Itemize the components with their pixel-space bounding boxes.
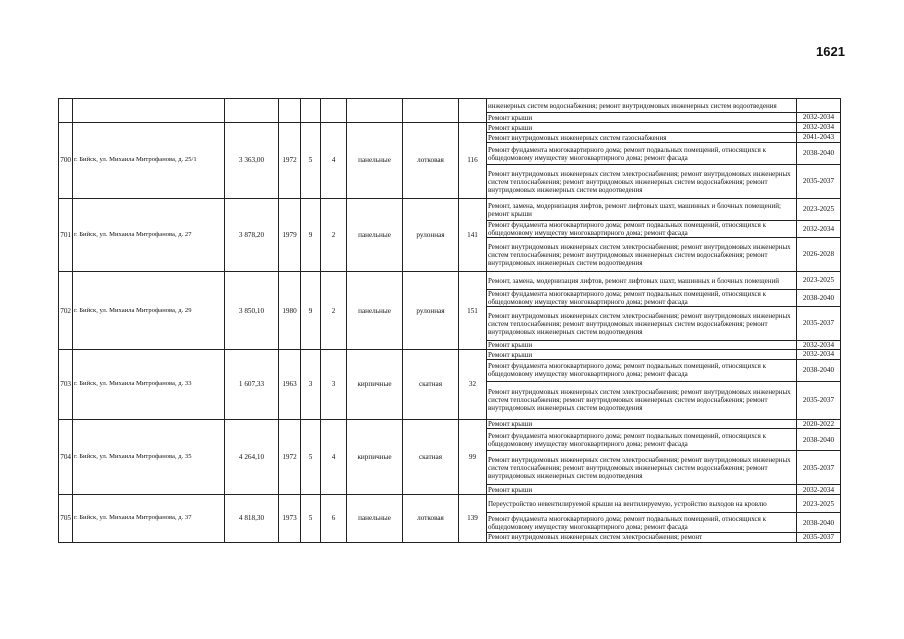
work-period: 2026-2028 <box>797 238 841 272</box>
work-period: 2038-2040 <box>797 429 841 451</box>
house-year: 1979 <box>279 199 301 272</box>
house-residents: 139 <box>459 495 487 542</box>
work-period: 2032-2034 <box>797 221 841 238</box>
house-entrances: 3 <box>321 350 347 419</box>
work-description: Переустройство невентилируемой крыши на вентилируемую, устройство выходов на кровлю <box>487 495 797 513</box>
work-description: Ремонт, замена, модернизация лифтов, ремонт лифтовых шахт, машинных и блочных помещений; ремонт крыши <box>487 199 797 221</box>
work-period: 2035-2037 <box>797 381 841 419</box>
house-number: 704 <box>59 419 73 494</box>
house-residents: 141 <box>459 199 487 272</box>
house-year <box>279 99 301 123</box>
work-period: 2032-2034 <box>797 123 841 133</box>
work-description: Ремонт, замена, модернизация лифтов, ремонт лифтовых шахт, машинных и блочных помещений <box>487 272 797 290</box>
house-year: 1972 <box>279 419 301 494</box>
house-roof: лотковая <box>403 123 459 199</box>
work-period: 2038-2040 <box>797 290 841 307</box>
house-number: 702 <box>59 272 73 350</box>
house-walls: панельные <box>347 272 403 350</box>
house-year: 1980 <box>279 272 301 350</box>
house-address: г. Бийск, ул. Михаила Митрофанова, д. 33 <box>73 350 225 419</box>
work-description: Ремонт фундамента многоквартирного дома; ремонт подвальных помещений, относящихся к общедомовому имуществу многоквартирного дома; ремонт фасада <box>487 221 797 238</box>
work-period: 2023-2025 <box>797 272 841 290</box>
house-walls: кирпичные <box>347 350 403 419</box>
work-period: 2020-2022 <box>797 419 841 428</box>
house-floors: 5 <box>301 123 321 199</box>
work-period: 2035-2037 <box>797 307 841 341</box>
house-year: 1972 <box>279 123 301 199</box>
house-number <box>59 99 73 123</box>
house-number: 701 <box>59 199 73 272</box>
house-floors: 9 <box>301 199 321 272</box>
house-area: 3 850,10 <box>225 272 279 350</box>
house-entrances <box>321 99 347 123</box>
table-row <box>59 199 841 221</box>
table-row <box>59 123 841 133</box>
work-period: 2035-2037 <box>797 533 841 542</box>
work-period: 2038-2040 <box>797 359 841 381</box>
work-description: Ремонт внутридомовых инженерных систем газоснабжения <box>487 133 797 143</box>
work-period: 2032-2034 <box>797 485 841 495</box>
house-area <box>225 99 279 123</box>
house-walls: панельные <box>347 199 403 272</box>
house-year: 1963 <box>279 350 301 419</box>
work-period <box>797 99 841 113</box>
work-period: 2035-2037 <box>797 451 841 485</box>
work-description: Ремонт крыши <box>487 419 797 428</box>
house-walls <box>347 99 403 123</box>
house-year: 1973 <box>279 495 301 542</box>
work-period: 2023-2025 <box>797 495 841 513</box>
house-number: 705 <box>59 495 73 542</box>
work-description: Ремонт фундамента многоквартирного дома; ремонт подвальных помещений, относящихся к общедомовому имуществу многоквартирного дома; ремонт фасада <box>487 143 797 165</box>
work-period: 2041-2043 <box>797 133 841 143</box>
house-area: 3 363,00 <box>225 123 279 199</box>
house-residents: 32 <box>459 350 487 419</box>
house-area: 1 607,33 <box>225 350 279 419</box>
capital-repair-table <box>58 98 841 543</box>
table-row <box>59 495 841 513</box>
house-entrances: 4 <box>321 419 347 494</box>
work-description: Ремонт фундамента многоквартирного дома; ремонт подвальных помещений, относящихся к общедомовому имуществу многоквартирного дома; ремонт фасада <box>487 290 797 307</box>
work-period: 2038-2040 <box>797 143 841 165</box>
house-roof: скатная <box>403 419 459 494</box>
house-address: г. Бийск, ул. Михаила Митрофанова, д. 29 <box>73 272 225 350</box>
house-floors: 3 <box>301 350 321 419</box>
house-roof: лотковая <box>403 495 459 542</box>
work-description: Ремонт внутридомовых инженерных систем электроснабжения; ремонт внутридомовых инженерных систем теплоснабжения; ремонт внутридомовых инженерных систем водоснабжения; ремонт внутридомовых инженерных систем водоотведения <box>487 381 797 419</box>
house-area: 3 878,20 <box>225 199 279 272</box>
house-residents <box>459 99 487 123</box>
house-entrances: 6 <box>321 495 347 542</box>
work-description: Ремонт крыши <box>487 350 797 359</box>
house-walls: кирпичные <box>347 419 403 494</box>
work-description: Ремонт крыши <box>487 123 797 133</box>
work-period: 2032-2034 <box>797 350 841 359</box>
work-description: Ремонт внутридомовых инженерных систем электроснабжения; ремонт внутридомовых инженерных систем теплоснабжения; ремонт внутридомовых инженерных систем водоснабжения; ремонт внутридомовых инженерных систем водоотведения <box>487 307 797 341</box>
house-number: 703 <box>59 350 73 419</box>
house-entrances: 2 <box>321 199 347 272</box>
house-roof: скатная <box>403 350 459 419</box>
house-residents: 116 <box>459 123 487 199</box>
house-roof: рулонная <box>403 199 459 272</box>
house-number: 700 <box>59 123 73 199</box>
house-entrances: 4 <box>321 123 347 199</box>
work-description: инженерных систем водоснабжения; ремонт внутридомовых инженерных систем водоотведения <box>487 99 797 113</box>
work-description: Ремонт внутридомовых инженерных систем электроснабжения; ремонт <box>487 533 797 542</box>
work-description: Ремонт крыши <box>487 341 797 350</box>
work-description: Ремонт внутридомовых инженерных систем электроснабжения; ремонт внутридомовых инженерных систем теплоснабжения; ремонт внутридомовых инженерных систем водоснабжения; ремонт внутридомовых инженерных систем водоотведения <box>487 451 797 485</box>
house-area: 4 818,30 <box>225 495 279 542</box>
house-area: 4 264,10 <box>225 419 279 494</box>
house-roof <box>403 99 459 123</box>
house-address: г. Бийск, ул. Михаила Митрофанова, д. 37 <box>73 495 225 542</box>
work-description: Ремонт фундамента многоквартирного дома; ремонт подвальных помещений, относящихся к общедомовому имуществу многоквартирного дома; ремонт фасада <box>487 359 797 381</box>
house-entrances: 2 <box>321 272 347 350</box>
house-floors <box>301 99 321 123</box>
work-period: 2032-2034 <box>797 113 841 123</box>
work-period: 2023-2025 <box>797 199 841 221</box>
work-description: Ремонт фундамента многоквартирного дома; ремонт подвальных помещений, относящихся к общедомовому имуществу многоквартирного дома; ремонт фасада <box>487 429 797 451</box>
house-floors: 5 <box>301 419 321 494</box>
house-walls: панельные <box>347 123 403 199</box>
house-residents: 151 <box>459 272 487 350</box>
house-residents: 99 <box>459 419 487 494</box>
house-floors: 5 <box>301 495 321 542</box>
house-walls: панельные <box>347 495 403 542</box>
work-description: Ремонт внутридомовых инженерных систем электроснабжения; ремонт внутридомовых инженерных систем теплоснабжения; ремонт внутридомовых инженерных систем водоснабжения; ремонт внутридомовых инженерных систем водоотведения <box>487 238 797 272</box>
work-period: 2032-2034 <box>797 341 841 350</box>
table-body <box>59 99 841 543</box>
house-address <box>73 99 225 123</box>
work-period: 2038-2040 <box>797 513 841 533</box>
work-description: Ремонт крыши <box>487 113 797 123</box>
table-row <box>59 272 841 290</box>
work-period: 2035-2037 <box>797 165 841 199</box>
house-address: г. Бийск, ул. Михаила Митрофанова, д. 27 <box>73 199 225 272</box>
work-description: Ремонт крыши <box>487 485 797 495</box>
house-floors: 9 <box>301 272 321 350</box>
work-description: Ремонт фундамента многоквартирного дома; ремонт подвальных помещений, относящихся к общедомовому имуществу многоквартирного дома; ремонт фасада <box>487 513 797 533</box>
house-address: г. Бийск, ул. Михаила Митрофанова, д. 25/1 <box>73 123 225 199</box>
house-roof: рулонная <box>403 272 459 350</box>
page-number: 1621 <box>816 44 845 59</box>
table-row <box>59 419 841 428</box>
table-row <box>59 99 841 113</box>
house-address: г. Бийск, ул. Михаила Митрофанова, д. 35 <box>73 419 225 494</box>
work-description: Ремонт внутридомовых инженерных систем электроснабжения; ремонт внутридомовых инженерных систем теплоснабжения; ремонт внутридомовых инженерных систем водоснабжения; ремонт внутридомовых инженерных систем водоотведения <box>487 165 797 199</box>
table-row <box>59 350 841 359</box>
